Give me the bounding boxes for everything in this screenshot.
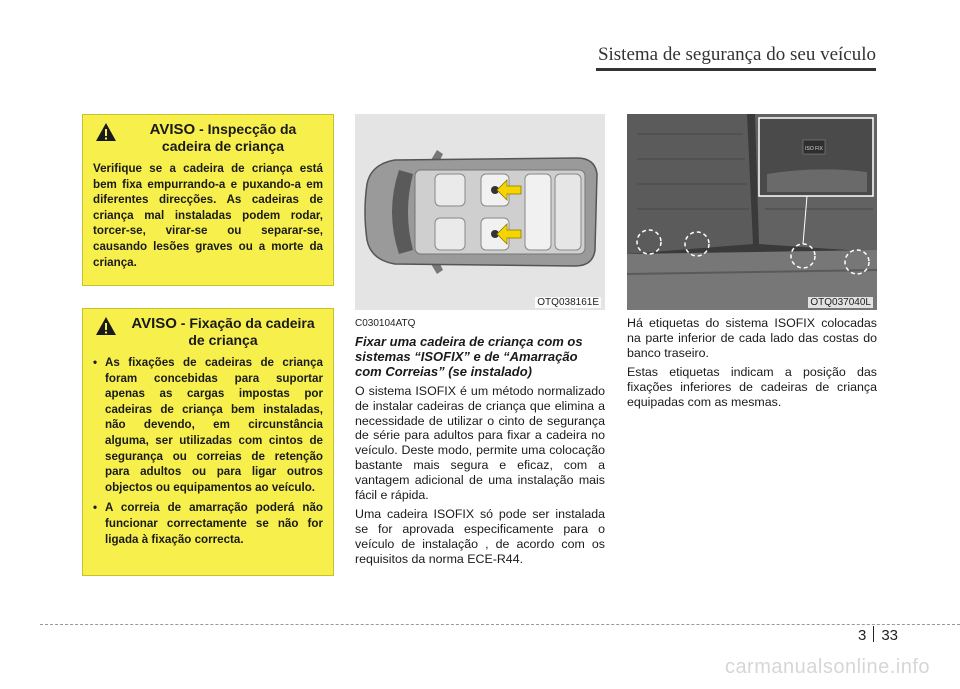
- rear-seat-isofix-figure: [627, 114, 877, 310]
- warning-body: Verifique se a cadeira de criança está bem fixa empurrando-a e puxando-a em diferentes direcções. As cadeiras de criança mal instaladas podem rodar, torcer-se, virar-se ou separar-se, causando lesões graves ou a morte da criança.: [93, 162, 323, 269]
- rear-seat-illustration: [627, 114, 877, 310]
- warning-list: [93, 355, 323, 547]
- warning-triangle-icon: [95, 122, 117, 142]
- warning-list-item: • A correia de amarração poderá não funcionar correctamente se não for ligada à fixação correcta.: [93, 500, 323, 547]
- paragraph: O sistema ISOFIX é um método normalizado de instalar cadeiras de criança que elimina a necessidade de utilizar o cinto de segurança de série para adultos para fixar a cadeira no veículo. Deste modo, permite uma colocação bastante mais segura e eficaz, com a vantagem adicional de uma instalação mais fácil e rápida.: [355, 384, 605, 502]
- isofix-section: [355, 316, 605, 572]
- warning-list-item: • As fixações de cadeiras de criança foram concebidas para suportar apenas as cargas impostas por cadeiras de criança bem instaladas, não devendo, em circunstância alguma, ser utilizadas com cintos de segurança ou correias de retenção para adultos ou para ligar outros objectos ou equipamentos ao veículo.: [93, 355, 323, 495]
- vehicle-top-view-illustration: [355, 114, 605, 310]
- watermark: carmanualsonline.info: [724, 656, 930, 678]
- warning-title: AVISO - Fixação da cadeira de criança: [131, 315, 315, 348]
- section-code: C030104ATQ: [355, 318, 416, 329]
- header-rule: [596, 68, 876, 71]
- paragraph: Estas etiquetas indicam a posição das fixações inferiores de cadeiras de criança equipadas com as mesmas.: [627, 365, 877, 409]
- warning-box-fixation: [82, 308, 334, 576]
- isofix-tag-label: ISO FIX: [805, 146, 823, 152]
- section-title: Fixar uma cadeira de criança com os sistemas “ISOFIX” e de “Amarração com Correias” (se instalado): [355, 334, 583, 379]
- figure-code: OTQ038161E: [537, 297, 599, 308]
- footer-rule: [40, 624, 960, 625]
- warning-title: AVISO - Inspecção da cadeira de criança: [149, 121, 297, 154]
- vehicle-top-view-figure: [355, 114, 605, 310]
- warning-box-inspection: [82, 114, 334, 286]
- paragraph: Uma cadeira ISOFIX só pode ser instalada se for aprovada especificamente para o veículo de instalação , de acordo com os requisitos da norma ECE-R44.: [355, 507, 605, 566]
- figure-code: OTQ037040L: [810, 297, 871, 308]
- warning-triangle-icon: [95, 316, 117, 336]
- isofix-labels-section: [627, 316, 877, 415]
- page-header-title: Sistema de segurança do seu veículo: [597, 44, 876, 65]
- page-number: 3 33: [857, 627, 898, 644]
- paragraph: Há etiquetas do sistema ISOFIX colocadas na parte inferior de cada lado das costas do banco traseiro.: [627, 316, 877, 360]
